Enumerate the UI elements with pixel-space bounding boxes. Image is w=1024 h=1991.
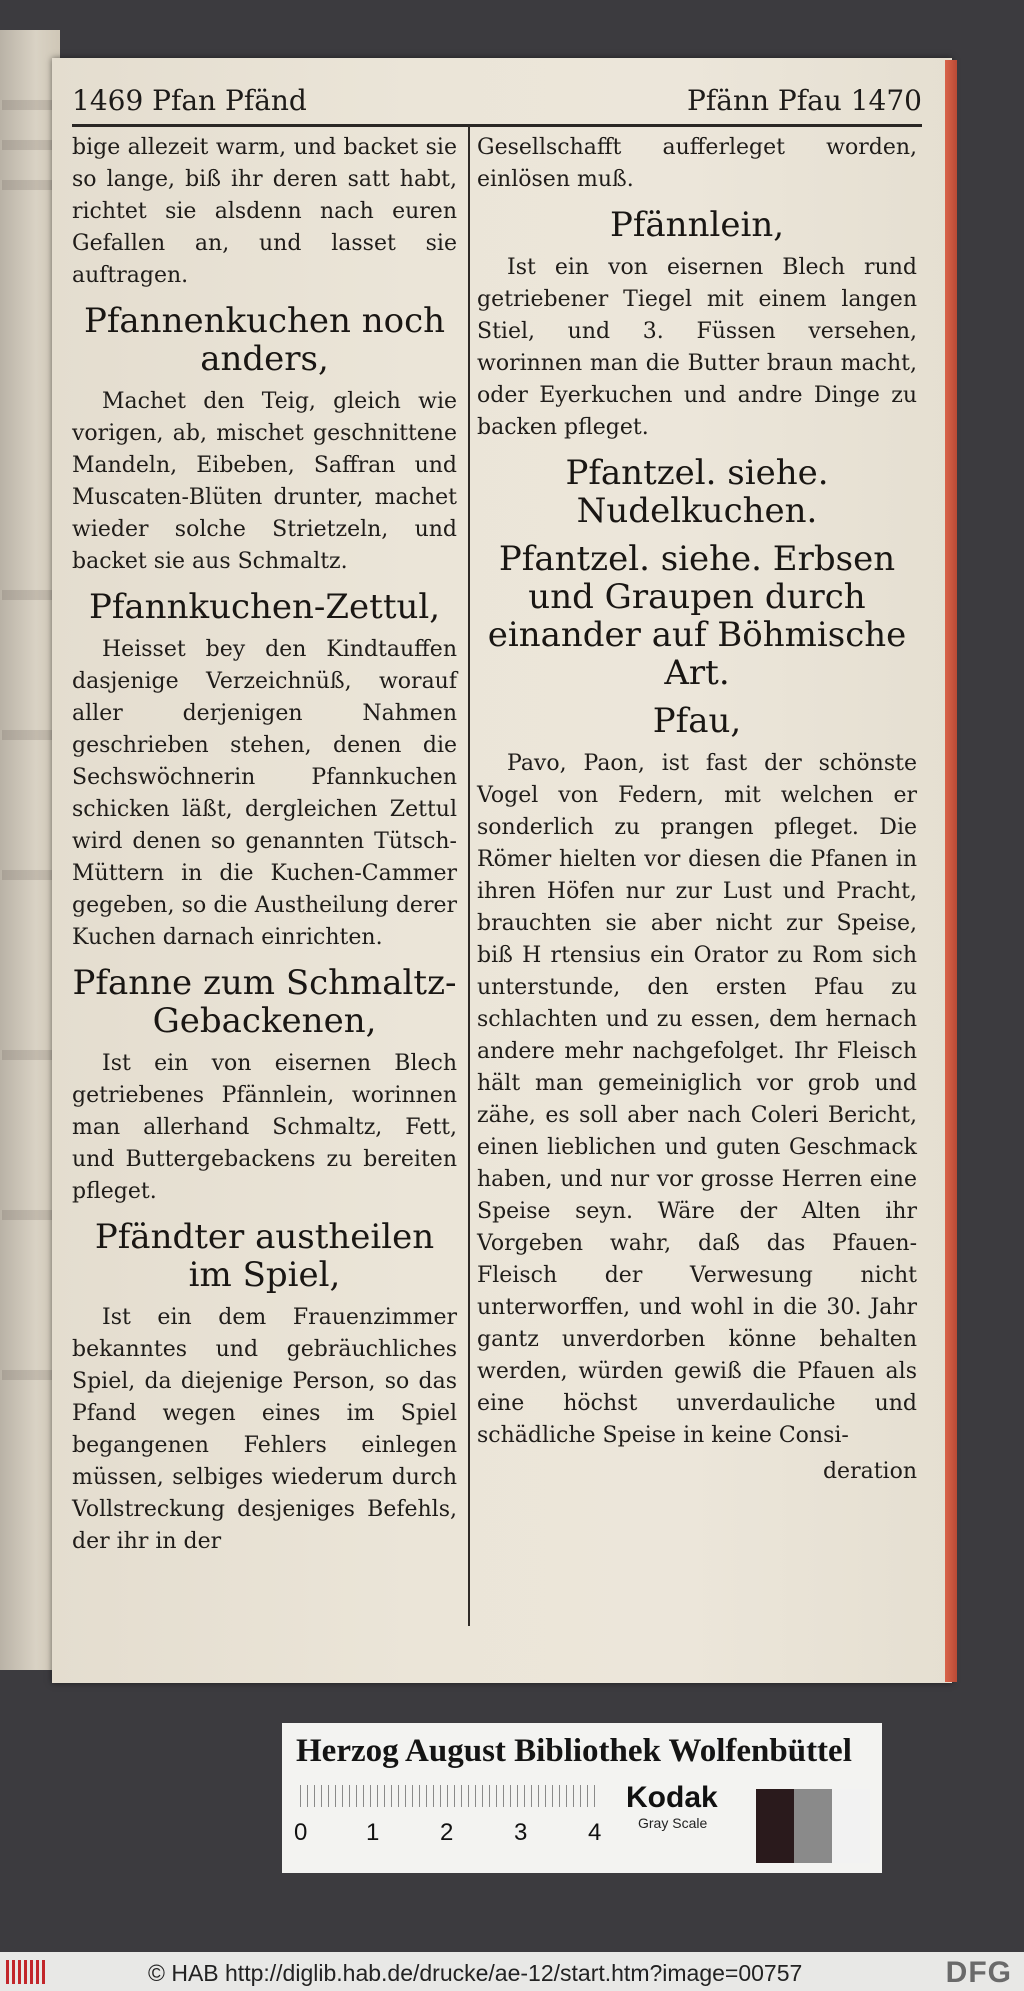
running-header — [72, 80, 922, 124]
paragraph: Ist ein von eisernen Blech rund getriebener Tiegel mit einem langen Stiel, und 3. Füssen versehen, worinnen man die Butter braun macht, oder Eyerkuchen und andre Dinge zu backen pfleget. — [477, 255, 917, 440]
ruler-number: 0 — [294, 1819, 308, 1846]
right-column — [477, 132, 917, 1492]
paragraph: Gesellschafft aufferleget worden, einlösen muß. — [477, 135, 917, 192]
ruler-number: 2 — [440, 1819, 454, 1846]
header-rule — [72, 124, 922, 127]
catchword: deration — [822, 1459, 917, 1484]
book-page — [52, 58, 952, 1683]
entry-heading: Pfantzel. siehe. Nudelkuchen. — [565, 453, 829, 531]
entry-heading: Pfannkuchen-Zettul, — [88, 587, 441, 627]
entry-heading: Pfantzel. siehe. Erbsen und Graupen durch einander auf Böhmische Art. — [487, 539, 907, 693]
library-title: Herzog August Bibliothek Wolfenbüttel — [296, 1733, 852, 1769]
scale-ruler — [300, 1785, 600, 1807]
kodak-logo: Kodak — [626, 1781, 718, 1814]
paragraph: Pavo, Paon, ist fast der schönste Vogel von Federn, mit welchen er sonderlich zu prangen pfleget. Die Römer hielten vor diesen die Pfanen in ihren Höfen nur zur Lust und Pracht, brauchten sie aber nicht zur Speise, biß H rtensius ein Orator zu Rom sich unterstunde, den ersten Pfau zu schlachten und zu essen, dem hernach andere mehr nachgefolget. Ihr Fleisch hält man gemeiniglich vor grob und zähe, es soll aber nach Coleri Bericht, einen lieblichen und guten Geschmack haben, und nur vor grosse Herren eine Speise seyn. Wäre der Alten ihr Vorgeben wahr, daß das Pfauen-Fleisch der Verwesung nicht unterworffen, und wohl in die 30. Jahr gantz unverdorben könne behalten werden, würden gewiß die Pfauen als eine höchst unverdauliche und schädliche Speise in keine Consi- — [477, 751, 917, 1448]
footer-bar — [0, 1952, 1024, 1991]
gray-swatch — [756, 1789, 794, 1863]
entry-heading: Pfändter austheilen im Spiel, — [94, 1217, 435, 1295]
left-column — [72, 132, 457, 1562]
gray-swatch — [794, 1789, 832, 1863]
paragraph: Machet den Teig, gleich wie vorigen, ab, mischet geschnittene Mandeln, Eibeben, Saffran und Muscaten-Blüten drunter, machet wieder solche Strietzeln, und backet sie aus Schmaltz. — [72, 389, 457, 574]
header-left: 1469 Pfan Pfänd — [72, 84, 307, 117]
paragraph: bige allezeit warm, und backet sie so lange, biß ihr deren satt habt, richtet sie alsdenn nach euren Gefallen an, und lasset sie auftragen. — [72, 135, 457, 288]
previous-page-edge — [0, 30, 60, 1670]
ruler-number: 1 — [366, 1819, 380, 1846]
footer-link[interactable]: © HAB http://diglib.hab.de/drucke/ae-12/start.htm?image=00757 — [148, 1960, 803, 1986]
entry-heading: Pfau, — [652, 701, 742, 741]
paragraph: Ist ein dem Frauenzimmer bekanntes und gebräuchliches Spiel, da diejenige Person, so das Pfand wegen eines im Spiel begangenen Fehlers einlegen müssen, selbiges wiederum durch Vollstreckung desjeniges Befehls, der ihr in der — [72, 1305, 457, 1554]
gray-swatch — [832, 1789, 870, 1863]
page-fore-edge — [945, 60, 957, 1682]
hab-logo-icon — [6, 1960, 46, 1984]
ruler-number: 3 — [514, 1819, 528, 1846]
header-right: Pfänn Pfau 1470 — [687, 84, 922, 117]
paragraph: Ist ein von eisernen Blech getriebenes Pfännlein, worinnen man allerhand Schmaltz, Fett, und Buttergebackens zu bereiten pfleget. — [72, 1051, 457, 1204]
entry-heading: Pfannenkuchen noch anders, — [83, 301, 446, 379]
gray-scale-label: Gray Scale — [638, 1815, 708, 1831]
column-divider — [468, 126, 470, 1626]
ruler-number: 4 — [588, 1819, 602, 1846]
dfg-logo: DFG — [945, 1956, 1012, 1989]
color-calibration-target — [282, 1723, 882, 1873]
entry-heading: Pfännlein, — [609, 205, 785, 245]
entry-heading: Pfanne zum Schmaltz-Gebackenen, — [72, 963, 457, 1041]
paragraph: Heisset bey den Kindtauffen dasjenige Verzeichnüß, worauf aller derjenigen Nahmen geschrieben stehen, denen die Sechswöchnerin Pfannkuchen schicken läßt, dergleichen Zettul wird denen so genannten Tütsch-Müttern in die Kuchen-Cammer gegeben, so die Austheilung derer Kuchen darnach einrichten. — [72, 637, 457, 950]
